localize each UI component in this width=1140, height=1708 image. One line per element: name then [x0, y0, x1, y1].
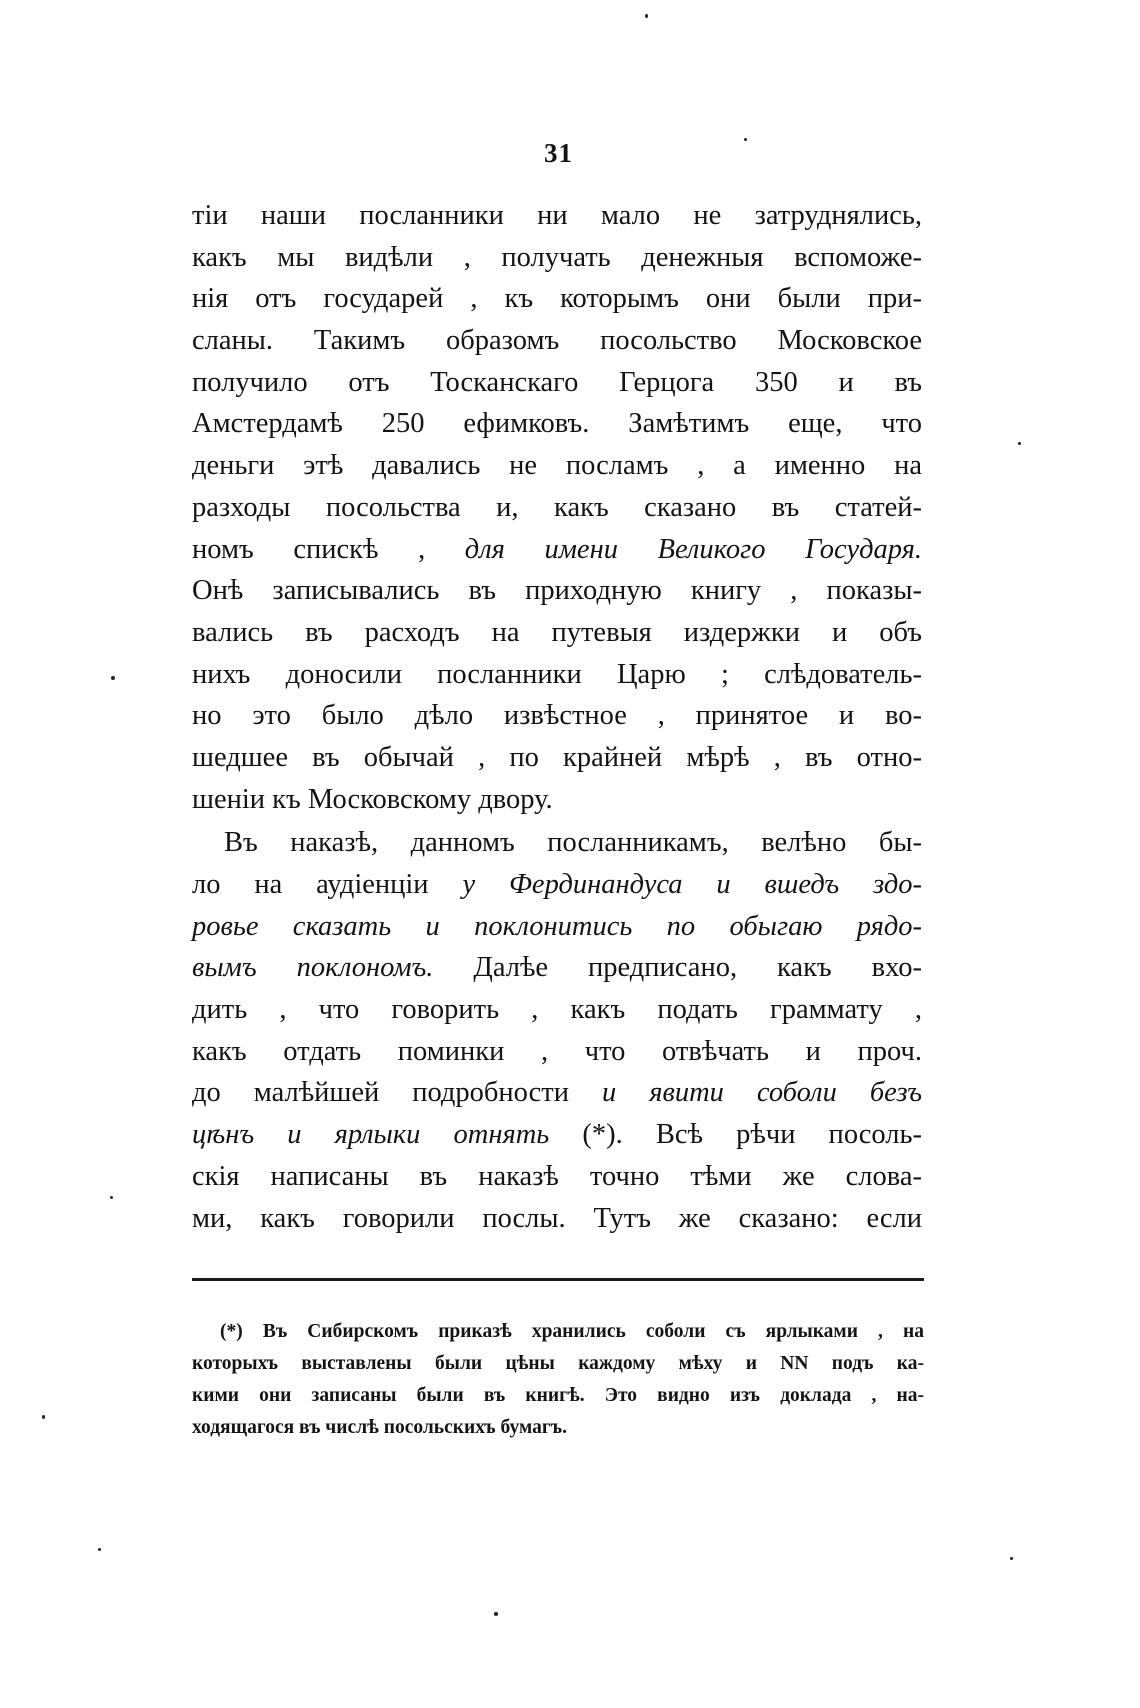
- italic-run: вымъ поклономъ.: [192, 952, 434, 984]
- text-line: ми, какъ говорили послы. Тутъ же сказано: если: [192, 1202, 922, 1234]
- text-run: до малѣйшей подробности: [192, 1077, 602, 1109]
- footnote-line: кими они записаны были въ книгѣ. Это видно изъ доклада , на-: [192, 1385, 924, 1406]
- text-run: ло на аудіенціи: [192, 869, 463, 900]
- text-line: шедшее въ обычай , по крайней мѣрѣ , въ отно-: [192, 741, 922, 773]
- text-line: деньги этѣ давались не посламъ , а именно на: [192, 450, 922, 482]
- text-line: сланы. Такимъ образомъ посольство Московское: [192, 325, 922, 357]
- text-line: [192, 529, 922, 571]
- text-run: номъ спискѣ ,: [192, 533, 465, 565]
- text-line: Амстердамѣ 250 ефимковъ. Замѣтимъ еще, что: [192, 408, 922, 440]
- text-line: нія отъ государей , къ которымъ они были при-: [192, 283, 922, 315]
- scan-speck: [645, 14, 648, 18]
- text-line: разходы посольства и, какъ сказано въ статей-: [192, 491, 922, 523]
- scan-speck: [42, 1415, 45, 1419]
- text-line: [192, 1114, 922, 1156]
- italic-run: цѣнъ и ярлыки отнять: [192, 1119, 550, 1151]
- text-run: Далѣе предписано, какъ вхо-: [433, 952, 922, 984]
- footnote-rule: [192, 1278, 924, 1281]
- text-line: шеніи къ Московскому двору.: [192, 783, 553, 815]
- italic-run: у Фердинандуса и вшедъ здо-: [462, 869, 923, 900]
- text-line: Въ наказѣ, данномъ посланникамъ, велѣно бы-: [224, 827, 922, 859]
- text-line: нихъ доносили посланники Царю ; слѣдователь-: [192, 658, 922, 690]
- page-number: 31: [544, 138, 573, 168]
- text-line: дить , что говорить , какъ подать граммату ,: [192, 994, 922, 1026]
- text-run: (*). Всѣ рѣчи посоль-: [549, 1119, 923, 1151]
- text-line: [192, 1072, 922, 1114]
- scan-speck: [1010, 1557, 1013, 1560]
- italic-run: для имени Великого Государя.: [464, 533, 922, 565]
- text-line: но это было дѣло извѣстное , принятое и во-: [192, 700, 922, 732]
- italic-run: и явити соболи безъ: [601, 1077, 922, 1109]
- text-line: ровье сказать и поклонитись по обыгаю рядо-: [192, 910, 922, 942]
- text-line: какъ отдать поминки , что отвѣчать и проч.: [192, 1035, 922, 1067]
- scan-speck: [494, 1612, 498, 1616]
- footnote-line: ходящагося въ числѣ посольскихъ бумагъ.: [192, 1417, 567, 1438]
- footnote-line: которыхъ выставлены были цѣны каждому мѣху и NN подъ ка-: [192, 1353, 924, 1374]
- text-line: Онѣ записывались въ приходную книгу , показы-: [192, 575, 922, 607]
- text-line: [192, 947, 922, 989]
- text-line: какъ мы видѣли , получать денежныя вспоможе-: [192, 241, 922, 273]
- scan-speck: [111, 676, 115, 680]
- main-text: [192, 195, 922, 1239]
- text-line: вались въ расходъ на путевыя издержки и объ: [192, 616, 922, 648]
- text-line: получило отъ Тосканскаго Герцога 350 и въ: [192, 366, 922, 398]
- scan-speck: [98, 1548, 101, 1551]
- footnote-line: (*) Въ Сибирскомъ приказѣ хранились соболи съ ярлыками , на: [220, 1321, 924, 1342]
- scan-speck: [1018, 442, 1021, 445]
- text-line: скія написаны въ наказѣ точно тѣми же слова-: [192, 1160, 922, 1192]
- footnote: [192, 1316, 924, 1444]
- scan-speck: [110, 1196, 113, 1199]
- text-line: тіи наши посланники ни мало не затруднялись,: [192, 200, 922, 231]
- scan-speck: [744, 138, 747, 141]
- text-line: [192, 864, 922, 906]
